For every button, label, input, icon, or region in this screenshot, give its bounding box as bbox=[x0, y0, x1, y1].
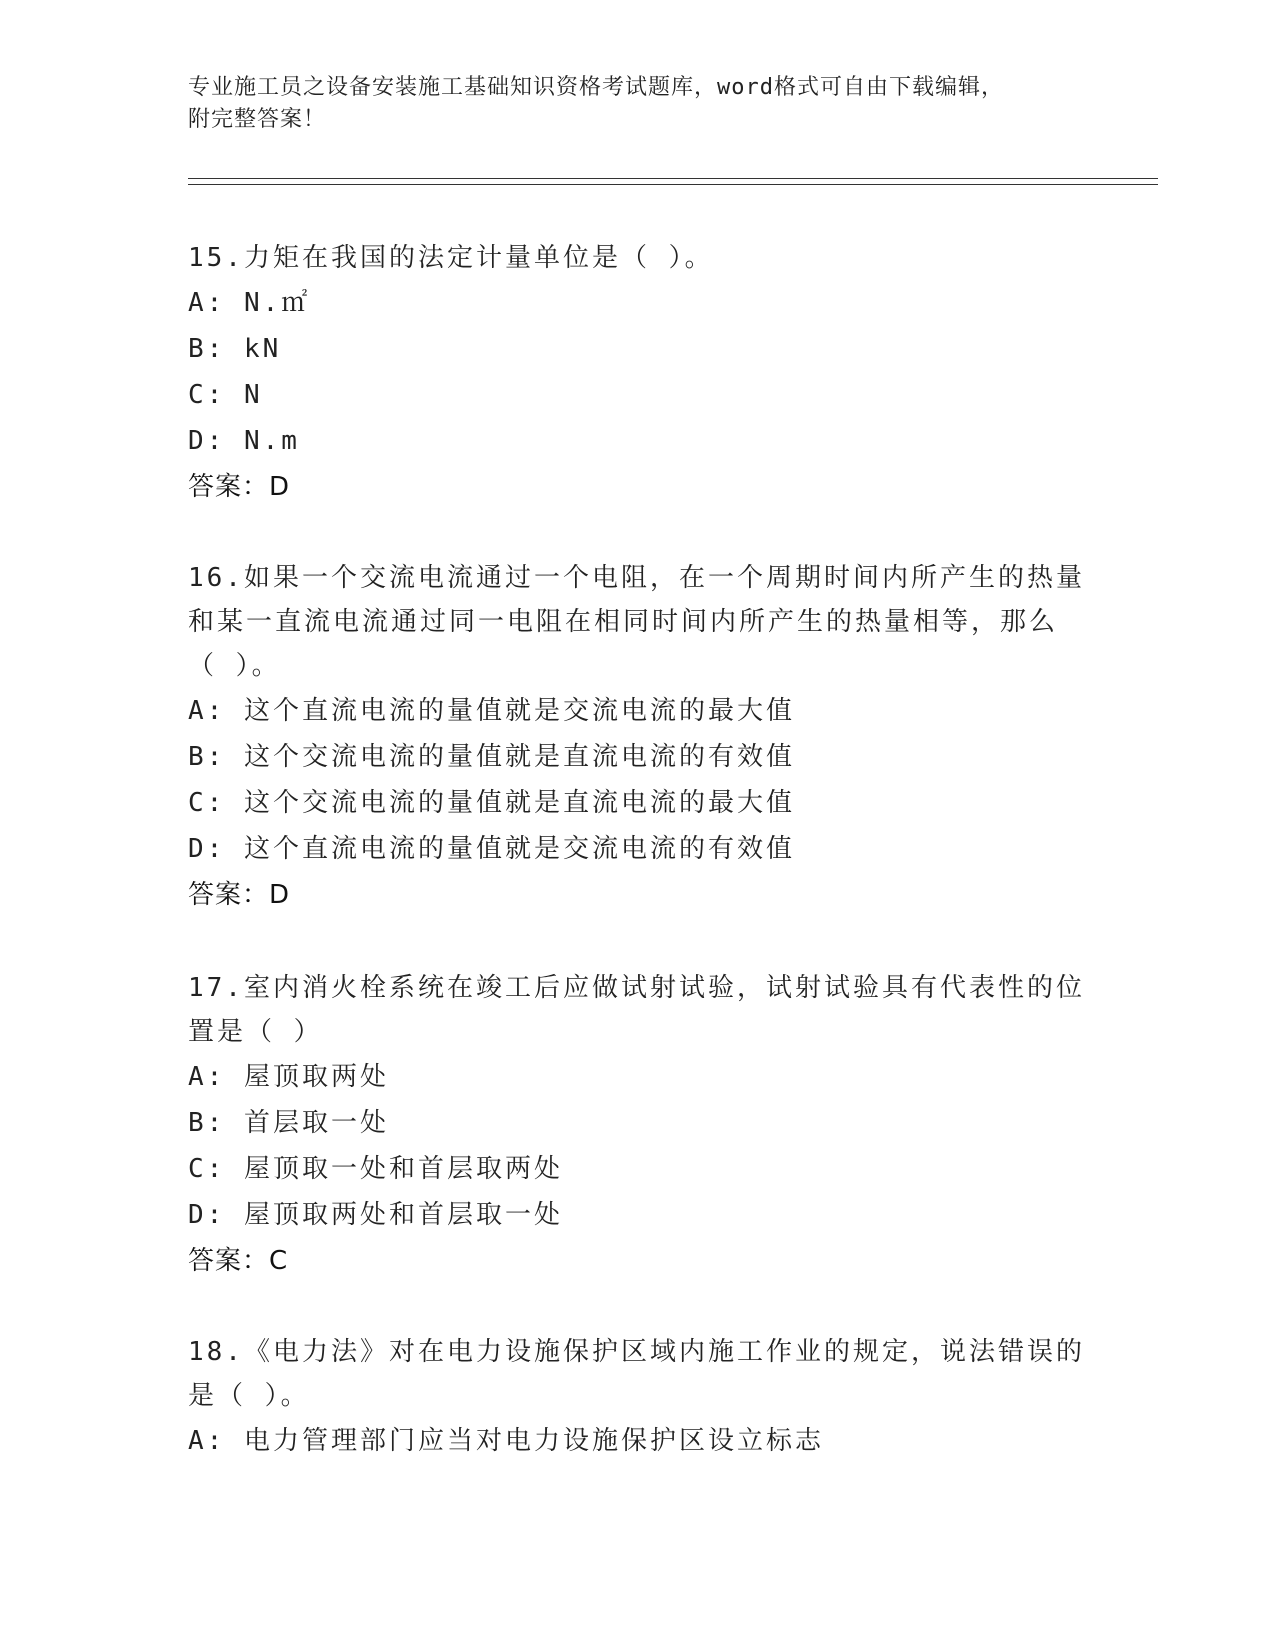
option-a: A: 电力管理部门应当对电力设施保护区设立标志 bbox=[188, 1426, 824, 1456]
question-stem-line: 置是（ ） bbox=[188, 1017, 323, 1047]
option-c: C: N bbox=[188, 380, 263, 410]
question-stem-line: 18.《电力法》对在电力设施保护区域内施工作业的规定，说法错误的 bbox=[188, 1337, 1085, 1367]
option-d: D: N.m bbox=[188, 426, 300, 456]
question-stem-line: 和某一直流电流通过同一电阻在相同时间内所产生的热量相等，那么 bbox=[188, 607, 1059, 637]
question-15 bbox=[188, 236, 1088, 510]
option-c: C: 这个交流电流的量值就是直流电流的最大值 bbox=[188, 788, 795, 818]
option-d: D: 屋顶取两处和首层取一处 bbox=[188, 1200, 563, 1230]
option-c: C: 屋顶取一处和首层取两处 bbox=[188, 1154, 563, 1184]
question-17 bbox=[188, 966, 1088, 1284]
question-stem-line: （ ）。 bbox=[188, 651, 281, 681]
answer-line: 答案：C bbox=[188, 1246, 289, 1276]
answer-line: 答案：D bbox=[188, 472, 291, 502]
option-a: A: 这个直流电流的量值就是交流电流的最大值 bbox=[188, 696, 795, 726]
header-divider bbox=[188, 178, 1158, 185]
question-stem-line: 17.室内消火栓系统在竣工后应做试射试验，试射试验具有代表性的位 bbox=[188, 973, 1085, 1003]
document-header bbox=[188, 72, 1088, 136]
option-a: A: N.㎡ bbox=[188, 288, 311, 318]
question-stem-line: 是（ ）。 bbox=[188, 1381, 310, 1411]
question-18 bbox=[188, 1330, 1088, 1464]
question-stem: 15.力矩在我国的法定计量单位是（ ）。 bbox=[188, 243, 714, 273]
option-b: B: 首层取一处 bbox=[188, 1108, 389, 1138]
option-d: D: 这个直流电流的量值就是交流电流的有效值 bbox=[188, 834, 795, 864]
answer-line: 答案：D bbox=[188, 880, 291, 910]
question-16 bbox=[188, 556, 1088, 918]
option-b: B: 这个交流电流的量值就是直流电流的有效值 bbox=[188, 742, 795, 772]
header-intro-line-2: 附完整答案！ bbox=[188, 107, 327, 132]
option-a: A: 屋顶取两处 bbox=[188, 1062, 389, 1092]
option-b: B: kN bbox=[188, 334, 282, 364]
question-stem-line: 16.如果一个交流电流通过一个电阻，在一个周期时间内所产生的热量 bbox=[188, 563, 1085, 593]
header-intro-line-1: 专业施工员之设备安装施工基础知识资格考试题库，word格式可自由下载编辑， bbox=[188, 75, 1004, 100]
